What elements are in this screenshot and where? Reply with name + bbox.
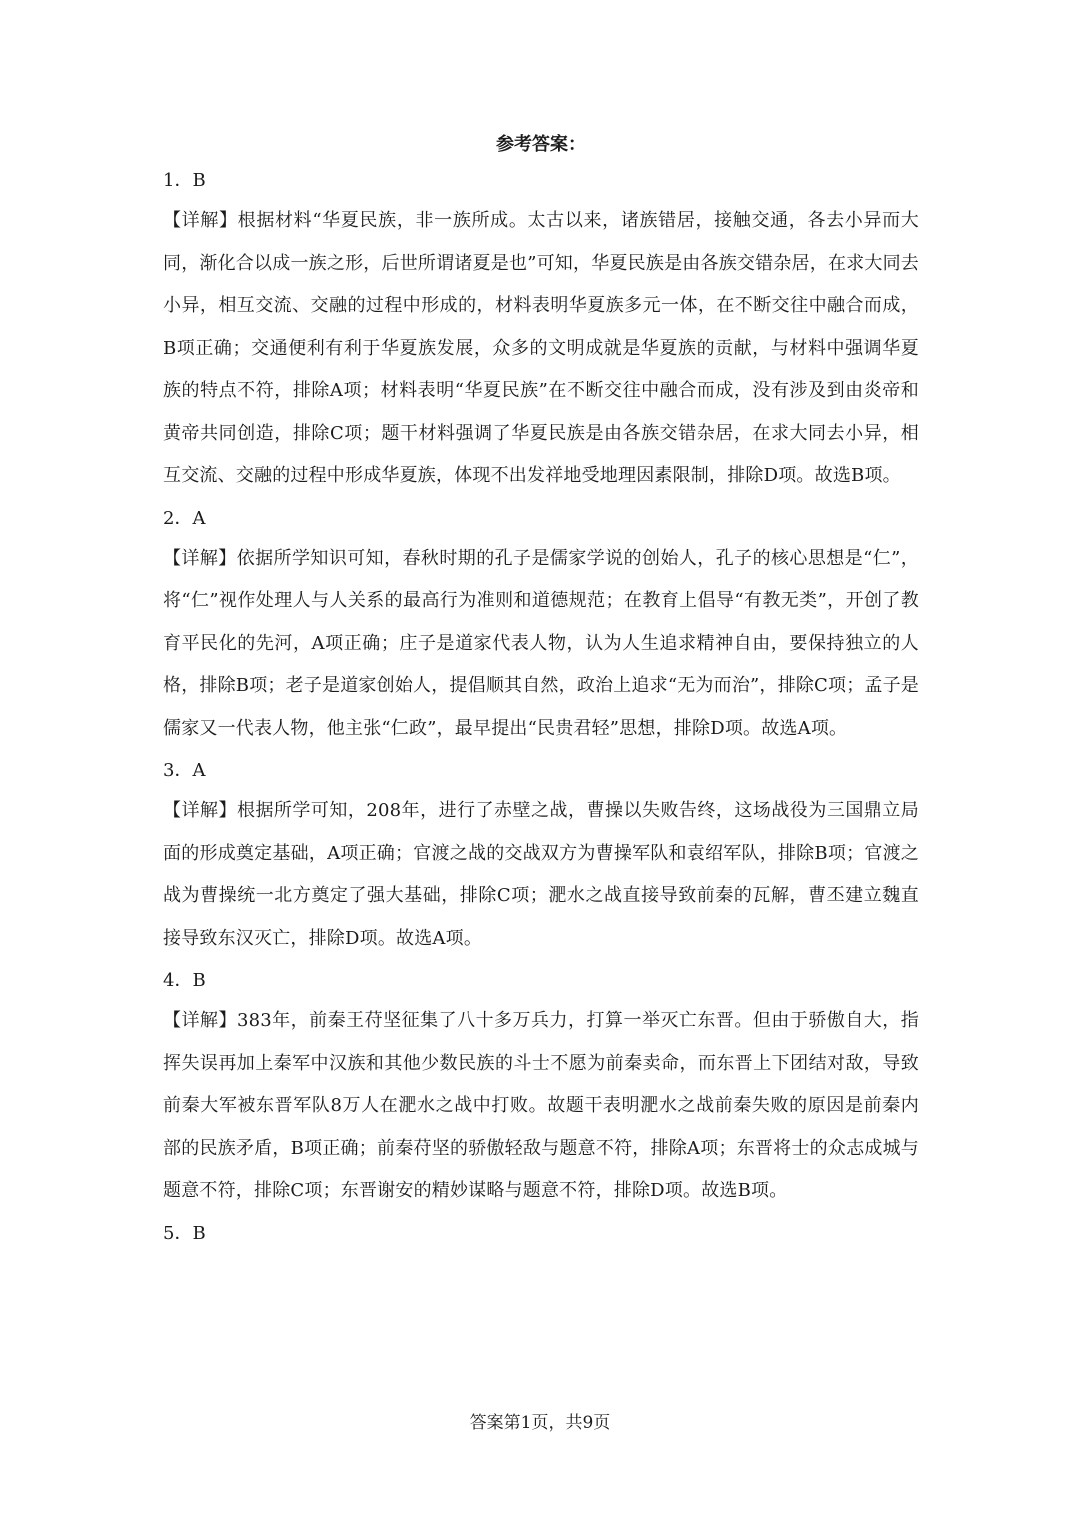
answer-number-5: 5．B	[163, 1222, 206, 1244]
answer-number-2: 2．A	[163, 507, 206, 529]
page-footer: 答案第1页，共9页	[469, 1413, 611, 1433]
answer-detail-2: 【详解】依据所学知识可知，春秋时期的孔子是儒家学说的创始人，孔子的核心思想是“仁”，将“仁”视作处理人与人关系的最高行为准则和道德规范；在教育上倡导“有教无类”，开创了教育平民化的先河，A项正确；庄子是道家代表人物，认为人生追求精神自由，要保持独立的人格，排除B项；老子是道家创始人，提倡顺其自然，政治上追求“无为而治”，排除C项；孟子是儒家又一代表人物，他主张“仁政”，最早提出“民贵君轻”思想，排除D项。故选A项。	[163, 547, 920, 739]
answer-number-3: 3．A	[163, 760, 206, 781]
answer-page	[163, 128, 919, 1253]
answer-detail-3: 【详解】根据所学可知，208年，进行了赤壁之战，曹操以失败告终，这场战役为三国鼎立局面的形成奠定基础，A项正确；官渡之战的交战双方为曹操军队和袁绍军队，排除B项；官渡之战为曹操统一北方奠定了强大基础，排除C项；淝水之战直接导致前秦的瓦解，曹丕建立魏直接导致东汉灭亡，排除D项。故选A项。	[163, 800, 919, 949]
answer-number-4: 4．B	[163, 970, 206, 991]
answer-detail-4: 【详解】383年，前秦王苻坚征集了八十多万兵力，打算一举灭亡东晋。但由于骄傲自大，指挥失误再加上秦军中汉族和其他少数民族的斗士不愿为前秦卖命，而东晋上下团结对敌，导致前秦大军被东晋军队8万人在淝水之战中打败。故题干表明淝水之战前秦失败的原因是前秦内部的民族矛盾，B项正确；前秦苻坚的骄傲轻敌与题意不符，排除A项；东晋将士的众志成城与题意不符，排除C项；东晋谢安的精妙谋略与题意不符，排除D项。故选B项。	[163, 1010, 919, 1201]
answer-number-1: 1．B	[163, 170, 206, 191]
answer-detail-1: 【详解】根据材料“华夏民族，非一族所成。太古以来，诸族错居，接触交通，各去小异而大同，渐化合以成一族之形，后世所谓诸夏是也”可知，华夏民族是由各族交错杂居，在求大同去小异，相互交流、交融的过程中形成的，材料表明华夏族多元一体，在不断交往中融合而成，B项正确；交通便利有利于华夏族发展，众多的文明成就是华夏族的贡献，与材料中强调华夏族的特点不符，排除A项；材料表明“华夏民族”在不断交往中融合而成，没有涉及到由炎帝和黄帝共同创造，排除C项；题干材料强调了华夏民族是由各族交错杂居，在求大同去小异，相互交流、交融的过程中形成华夏族，体现不出发祥地受地理因素限制，排除D项。故选B项。	[163, 210, 919, 486]
page-title: 参考答案：	[496, 134, 586, 155]
